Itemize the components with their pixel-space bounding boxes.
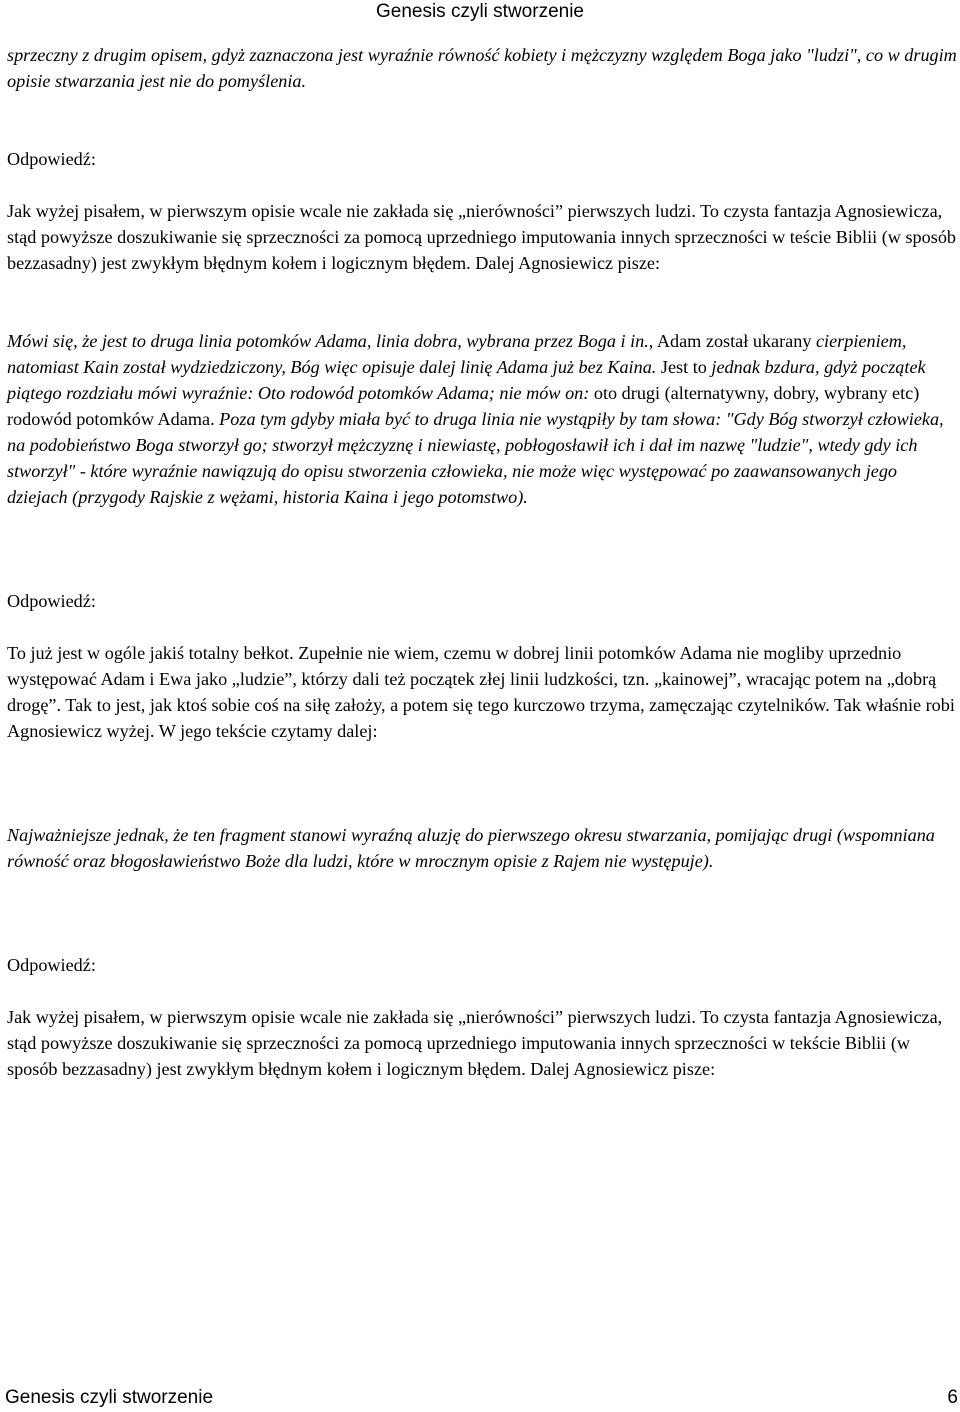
quote-text-italic: Mówi się, że jest to druga linia potomków Adama, linia dobra, wybrana przez Boga i in. (7, 331, 649, 351)
answer-paragraph: Jak wyżej pisałem, w pierwszym opisie wcale nie zakłada się „nierówności” pierwszych ludzi. To czysta fantazja Agnosiewicza, stąd powyższe doszukiwanie się sprzeczności za pomocą uprzedniego imputowania innych sprzeczności w tekście Biblii (w sposób bezzasadny) jest zwykłym błędnym kołem i logicznym błędem. Dalej Agnosiewicz pisze: (7, 1007, 943, 1079)
quote-text-italic: cierpieniem, natomiast Kain został wydziedziczony, Bóg więc opisuje dalej linię Adama już bez Kaina. (7, 331, 907, 377)
quote-text-regular: oto drugi (alternatywny, dobry, wybrany etc) rodowód potomków Adama. (7, 383, 920, 429)
spacer (7, 796, 960, 822)
spacer (7, 562, 960, 588)
quote-text-regular: Jest to (656, 357, 712, 377)
quote-paragraph: Najważniejsze jednak, że ten fragment stanowi wyraźną aluzję do pierwszego okresu stwarzania, pomijając drugi (wspomniana równość oraz błogosławieństwo Boże dla ludzi, które w mrocznym opisie z Rajem nie występuje). (7, 825, 935, 871)
quote-text-italic: Poza tym gdyby miała być to druga linia nie wystąpiły by tam słowa: "Gdy Bóg stworzył człowieka, na podobieństwo Boga stworzył go; stworzył mężczyznę i niewiastę, pobłogosławił ich i dał im nazwę "ludzie", wtedy gdy ich stworzył" - które wyraźnie nawiązują do opisu stworzenia człowieka, nie może więc występować po zaawansowanych jego dziejach (przygody Rajskie z wężami, historia Kaina i jego potomstwo). (7, 409, 944, 507)
spacer (7, 744, 960, 796)
quote-continuation: sprzeczny z drugim opisem, gdyż zaznaczona jest wyraźnie równość kobiety i mężczyzny względem Boga jako "ludzi", co w drugim opisie stwarzania jest nie do pomyślenia. (7, 45, 957, 91)
answer-label: Odpowiedź: (7, 149, 96, 169)
spacer (7, 614, 960, 640)
spacer (7, 172, 960, 198)
quote-paragraph (7, 328, 960, 510)
answer-paragraph: Jak wyżej pisałem, w pierwszym opisie wcale nie zakłada się „nierówności” pierwszych ludzi. To czysta fantazja Agnosiewicza, stąd powyższe doszukiwanie się sprzeczności za pomocą uprzedniego imputowania innych sprzeczności w teście Biblii (w sposób bezzasadny) jest zwykłym błędnym kołem i logicznym błędem. Dalej Agnosiewicz pisze: (7, 201, 957, 273)
page-number: 6 (947, 1387, 958, 1408)
answer-label: Odpowiedź: (7, 591, 96, 611)
spacer (7, 94, 960, 146)
document-body (7, 42, 960, 1082)
spacer (7, 276, 960, 328)
spacer (7, 926, 960, 952)
answer-paragraph: To już jest w ogóle jakiś totalny bełkot. Zupełnie nie wiem, czemu w dobrej linii potomków Adama nie mogliby uprzednio występować Adam i Ewa jako „ludzie”, którzy dali też początek złej linii ludzkości, tzn. „kainowej”, wracając potem na „dobrą drogę”. Tak to jest, jak ktoś sobie coś na siłę założy, a potem się tego kurczowo trzyma, zamęczając czytelników. Tak właśnie robi Agnosiewicz wyżej. W jego tekście czytamy dalej: (7, 643, 955, 741)
spacer (7, 510, 960, 562)
spacer (7, 874, 960, 926)
spacer (7, 978, 960, 1004)
answer-label: Odpowiedź: (7, 955, 96, 975)
page-footer-title: Genesis czyli stworzenie (5, 1387, 214, 1408)
quote-text-regular: , Adam został ukarany (648, 331, 816, 351)
page-header-title: Genesis czyli stworzenie (375, 1, 585, 22)
quote-text-italic: jednak bzdura, gdyż początek piątego rozdziału mówi wyraźnie: Oto rodowód potomków Adama; nie mów on: (7, 357, 926, 403)
